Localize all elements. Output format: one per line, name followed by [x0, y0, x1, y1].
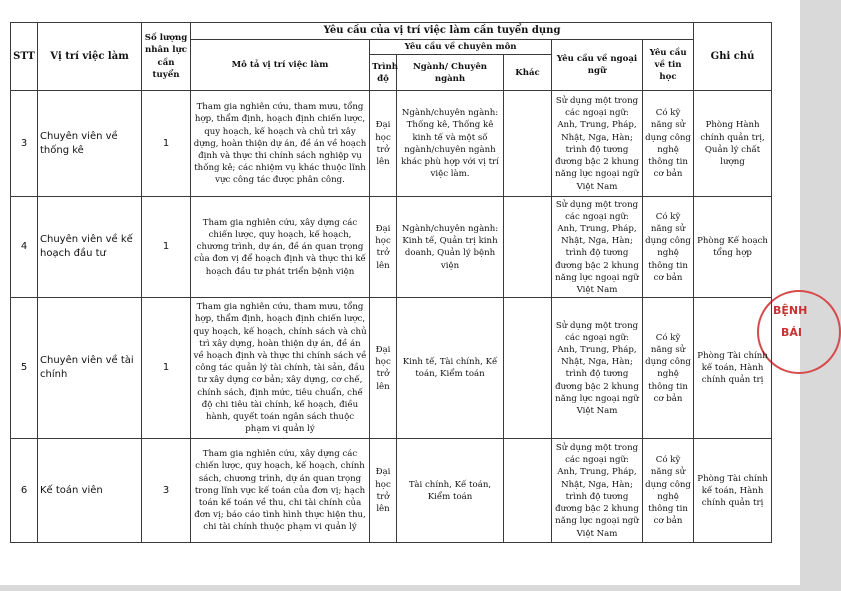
cell-major: Ngành/chuyên ngành: Thống kê, Thống kê kinh tế và một số ngành/chuyên ngành khác phù hợp với vị trí việc làm.	[397, 91, 504, 197]
cell-major: Ngành/chuyên ngành: Kinh tế, Quản trị kinh doanh, Quản lý bệnh viện	[397, 197, 504, 298]
cell-language: Sử dụng một trong các ngoại ngữ: Anh, Trung, Pháp, Nhật, Nga, Hàn; trình độ tương đương bậc 2 khung năng lực ngoại ngữ Việt Nam	[552, 197, 643, 298]
cell-position: Chuyên viên về kế hoạch đầu tư	[38, 197, 142, 298]
header-description: Mô tả vị trí việc làm	[191, 40, 370, 91]
cell-language: Sử dụng một trong các ngoại ngữ: Anh, Trung, Pháp, Nhật, Nga, Hàn; trình độ tương đương bậc 2 khung năng lực ngoại ngữ Việt Nam	[552, 298, 643, 439]
table-row	[11, 439, 772, 543]
header-other: Khác	[504, 55, 552, 91]
cell-note: Phòng Tài chính kế toán, Hành chính quản trị	[694, 439, 772, 543]
cell-note: Phòng Tài chính kế toán, Hành chính quản trị	[694, 298, 772, 439]
cell-major: Tài chính, Kế toán, Kiểm toán	[397, 439, 504, 543]
recruitment-table	[10, 22, 772, 543]
header-requirements-group: Yêu cầu của vị trí việc làm cần tuyển dụng	[191, 23, 694, 40]
cell-it: Có kỹ năng sử dụng công nghệ thông tin cơ bản	[643, 197, 694, 298]
header-professional-group: Yêu cầu về chuyên môn	[370, 40, 552, 55]
cell-note: Phòng Kế hoạch tổng hợp	[694, 197, 772, 298]
cell-stt: 4	[11, 197, 38, 298]
cell-quantity: 1	[142, 197, 191, 298]
cell-stt: 3	[11, 91, 38, 197]
cell-it: Có kỹ năng sử dụng công nghệ thông tin cơ bản	[643, 439, 694, 543]
stamp-text-bottom: BÁI	[781, 326, 802, 339]
cell-description: Tham gia nghiên cứu, tham mưu, tổng hợp, thẩm định, hoạch định chiến lược, quy hoạch, kế hoạch, chính sách và chủ trì xây dựng, hoàn thiện dự án, đề án về hoạch định và thực thi chính sách về công tác quản lý tài chính, tài sản, đầu tư xây dựng cơ bản; xây dựng, cơ chế, chính sách, định mức, tiêu chuẩn, chế độ chi tiêu tài chính, kế hoạch, điều hành, quyết toán ngân sách thuộc phạm vi quản lý	[191, 298, 370, 439]
cell-description: Tham gia nghiên cứu, tham mưu, tổng hợp, thẩm định, hoạch định chiến lược, quy hoạch, kế hoạch và chủ trì xây dựng, hoàn thiện dự án, đề án về hoạch định và thực thi chính sách nghiệp vụ thống kê; các nhiệm vụ khác thuộc lĩnh vực công tác được phân công.	[191, 91, 370, 197]
cell-description: Tham gia nghiên cứu, xây dựng các chiến lược, quy hoạch, kế hoạch, chương trình, dự án, đề án quan trọng của đơn vị để hoạch định và thực thi kế hoạch đầu tư phát triển bệnh viện	[191, 197, 370, 298]
cell-quantity: 1	[142, 298, 191, 439]
header-level: Trình độ	[370, 55, 397, 91]
table-row	[11, 197, 772, 298]
cell-language: Sử dụng một trong các ngoại ngữ: Anh, Trung, Pháp, Nhật, Nga, Hàn; trình độ tương đương bậc 2 khung năng lực ngoại ngữ Việt Nam	[552, 91, 643, 197]
cell-level: Đại học trở lên	[370, 91, 397, 197]
cell-quantity: 1	[142, 91, 191, 197]
cell-it: Có kỹ năng sử dụng công nghệ thông tin cơ bản	[643, 298, 694, 439]
cell-level: Đại học trở lên	[370, 197, 397, 298]
table-row	[11, 91, 772, 197]
cell-position: Chuyên viên về thống kê	[38, 91, 142, 197]
header-note: Ghi chú	[694, 23, 772, 91]
header-position: Vị trí việc làm	[38, 23, 142, 91]
cell-position: Kế toán viên	[38, 439, 142, 543]
header-quantity: Số lượng nhân lực cần tuyển	[142, 23, 191, 91]
header-it: Yêu cầu về tin học	[643, 40, 694, 91]
table-row	[11, 298, 772, 439]
stamp-text-top: BỆNH	[773, 304, 808, 317]
cell-other	[504, 439, 552, 543]
header-major: Ngành/ Chuyên ngành	[397, 55, 504, 91]
cell-description: Tham gia nghiên cứu, xây dựng các chiến lược, quy hoạch, kế hoạch, chính sách, chương trình, dự án quan trọng trong lĩnh vực kế toán của đơn vị; hạch toán kế toán về thu, chi tài chính của đơn vị; báo cáo tình hình thực hiện thu, chi tài chính thuộc phạm vi quản lý	[191, 439, 370, 543]
cell-major: Kinh tế, Tài chính, Kế toán, Kiểm toán	[397, 298, 504, 439]
cell-stt: 5	[11, 298, 38, 439]
cell-note: Phòng Hành chính quản trị, Quản lý chất lượng	[694, 91, 772, 197]
cell-level: Đại học trở lên	[370, 439, 397, 543]
header-stt: STT	[11, 23, 38, 91]
cell-stt: 6	[11, 439, 38, 543]
header-language: Yêu cầu về ngoại ngữ	[552, 40, 643, 91]
cell-level: Đại học trở lên	[370, 298, 397, 439]
cell-it: Có kỹ năng sử dụng công nghệ thông tin cơ bản	[643, 91, 694, 197]
cell-quantity: 3	[142, 439, 191, 543]
cell-other	[504, 197, 552, 298]
cell-language: Sử dụng một trong các ngoại ngữ: Anh, Trung, Pháp, Nhật, Nga, Hàn; trình độ tương đương bậc 2 khung năng lực ngoại ngữ Việt Nam	[552, 439, 643, 543]
cell-position: Chuyên viên về tài chính	[38, 298, 142, 439]
cell-other	[504, 298, 552, 439]
cell-other	[504, 91, 552, 197]
